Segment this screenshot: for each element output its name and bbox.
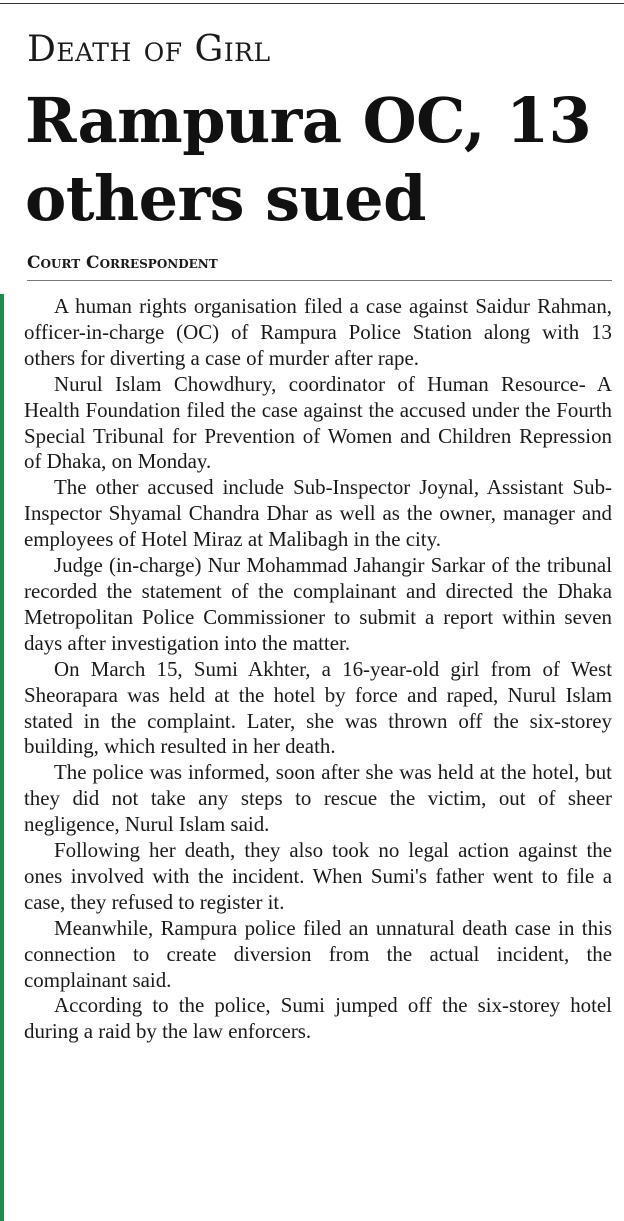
- article-paragraph: Following her death, they also took no legal action against the ones involved with the incident. When Sumi's father went to file a case, they refused to register it.: [24, 838, 612, 914]
- article-body: [24, 294, 612, 1045]
- article-paragraph: Meanwhile, Rampura police filed an unnatural death case in this connection to create diversion from the actual incident, the complainant said.: [24, 915, 612, 992]
- byline-divider: [27, 280, 612, 281]
- article-paragraph: According to the police, Sumi jumped off the six-storey hotel during a raid by the law enforcers.: [24, 993, 612, 1044]
- article-paragraph: The police was informed, soon after she was held at the hotel, but they did not take any steps to rescue the victim, out of sheer negligence, Nurul Islam said.: [24, 760, 612, 837]
- article-paragraph: On March 15, Sumi Akhter, a 16-year-old girl from of West Sheorapara was held at the hotel by force and raped, Nurul Islam stated in the complaint. Later, she was thrown off the six-storey building, which resulted in her death.: [24, 656, 612, 759]
- top-rule: [0, 3, 624, 4]
- article-paragraph: Nurul Islam Chowdhury, coordinator of Human Resource- A Health Foundation filed the case against the accused under the Fourth Special Tribunal for Prevention of Women and Children Repression of Dhaka, on Monday.: [24, 371, 612, 474]
- article-headline: Rampura OC, 13 others sued: [25, 84, 592, 235]
- column-accent-bar: [0, 294, 4, 1221]
- article-byline: Court Correspondent: [27, 253, 218, 273]
- article-kicker: Death of Girl: [27, 29, 271, 70]
- article-paragraph: A human rights organisation filed a case against Saidur Rahman, officer-in-charge (OC) of Rampura Police Station along with 13 others for diverting a case of murder after rape.: [24, 294, 612, 370]
- article-paragraph: Judge (in-charge) Nur Mohammad Jahangir Sarkar of the tribunal recorded the statement of the complainant and directed the Dhaka Metropolitan Police Commissioner to submit a report within seven days after investigation into the matter.: [24, 553, 612, 655]
- article-paragraph: The other accused include Sub-Inspector Joynal, Assistant Sub-Inspector Shyamal Chandra Dhar as well as the owner, manager and employees of Hotel Miraz at Malibagh in the city.: [24, 475, 612, 552]
